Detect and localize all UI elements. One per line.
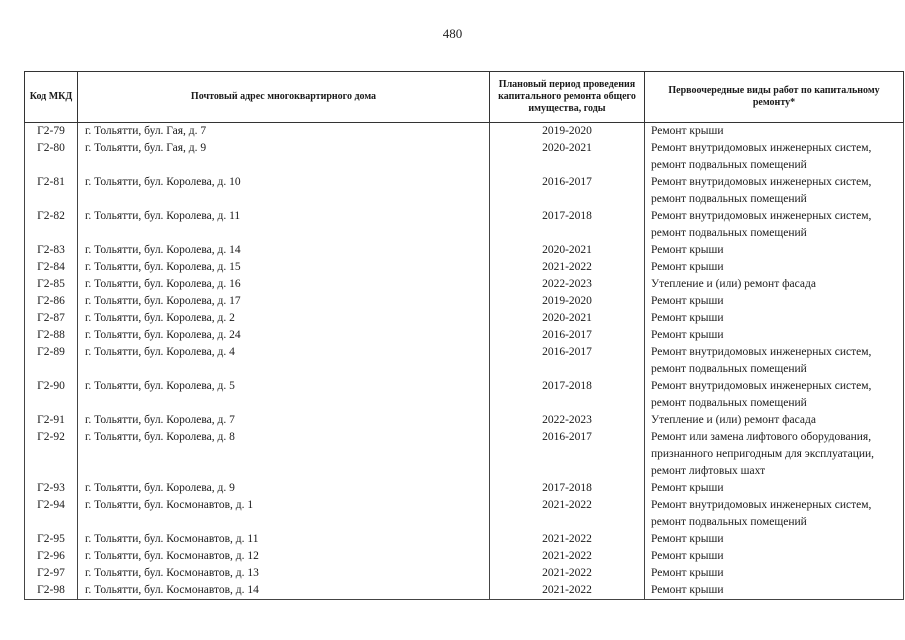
cell-address: г. Тольятти, бул. Космонавтов, д. 14 (78, 582, 490, 600)
cell-works: Ремонт крыши (645, 480, 904, 497)
cell-period: 2016-2017 (490, 429, 645, 480)
cell-address: г. Тольятти, бул. Гая, д. 7 (78, 123, 490, 141)
capital-repair-table (24, 71, 904, 600)
table-row (25, 242, 904, 259)
table-row (25, 565, 904, 582)
table-row (25, 378, 904, 412)
cell-works: Ремонт крыши (645, 548, 904, 565)
cell-period: 2020-2021 (490, 310, 645, 327)
table-row (25, 140, 904, 174)
cell-code: Г2-92 (25, 429, 78, 480)
cell-period: 2020-2021 (490, 140, 645, 174)
table-row (25, 276, 904, 293)
cell-code: Г2-83 (25, 242, 78, 259)
table-row (25, 480, 904, 497)
cell-code: Г2-80 (25, 140, 78, 174)
cell-address: г. Тольятти, бул. Королева, д. 4 (78, 344, 490, 378)
cell-works: Ремонт крыши (645, 565, 904, 582)
cell-address: г. Тольятти, бул. Королева, д. 2 (78, 310, 490, 327)
table-row (25, 497, 904, 531)
cell-works: Ремонт внутридомовых инженерных систем, ремонт подвальных помещений (645, 140, 904, 174)
header-address: Почтовый адрес многоквартирного дома (78, 72, 490, 123)
table-row (25, 259, 904, 276)
cell-works: Ремонт крыши (645, 242, 904, 259)
cell-code: Г2-79 (25, 123, 78, 141)
cell-period: 2022-2023 (490, 276, 645, 293)
table-row (25, 582, 904, 600)
table-row (25, 429, 904, 480)
cell-address: г. Тольятти, бул. Королева, д. 24 (78, 327, 490, 344)
cell-period: 2017-2018 (490, 378, 645, 412)
table-row (25, 123, 904, 141)
cell-period: 2017-2018 (490, 480, 645, 497)
cell-code: Г2-89 (25, 344, 78, 378)
cell-period: 2021-2022 (490, 259, 645, 276)
table-row (25, 327, 904, 344)
table-row (25, 293, 904, 310)
cell-address: г. Тольятти, бул. Космонавтов, д. 12 (78, 548, 490, 565)
cell-address: г. Тольятти, бул. Королева, д. 8 (78, 429, 490, 480)
cell-code: Г2-85 (25, 276, 78, 293)
cell-code: Г2-84 (25, 259, 78, 276)
cell-code: Г2-90 (25, 378, 78, 412)
cell-works: Утепление и (или) ремонт фасада (645, 276, 904, 293)
cell-code: Г2-96 (25, 548, 78, 565)
header-period: Плановый период проведения капитального ремонта общего имущества, годы (490, 72, 645, 123)
cell-works: Утепление и (или) ремонт фасада (645, 412, 904, 429)
cell-address: г. Тольятти, бул. Королева, д. 14 (78, 242, 490, 259)
cell-address: г. Тольятти, бул. Космонавтов, д. 1 (78, 497, 490, 531)
cell-code: Г2-87 (25, 310, 78, 327)
table-row (25, 531, 904, 548)
cell-period: 2021-2022 (490, 531, 645, 548)
cell-period: 2021-2022 (490, 565, 645, 582)
cell-code: Г2-86 (25, 293, 78, 310)
cell-address: г. Тольятти, бул. Гая, д. 9 (78, 140, 490, 174)
cell-address: г. Тольятти, бул. Королева, д. 5 (78, 378, 490, 412)
cell-works: Ремонт крыши (645, 531, 904, 548)
cell-address: г. Тольятти, бул. Королева, д. 16 (78, 276, 490, 293)
cell-address: г. Тольятти, бул. Королева, д. 9 (78, 480, 490, 497)
cell-period: 2021-2022 (490, 582, 645, 600)
cell-address: г. Тольятти, бул. Королева, д. 11 (78, 208, 490, 242)
cell-code: Г2-95 (25, 531, 78, 548)
cell-works: Ремонт внутридомовых инженерных систем, ремонт подвальных помещений (645, 174, 904, 208)
cell-code: Г2-98 (25, 582, 78, 600)
cell-address: г. Тольятти, бул. Космонавтов, д. 11 (78, 531, 490, 548)
cell-period: 2016-2017 (490, 327, 645, 344)
cell-address: г. Тольятти, бул. Королева, д. 10 (78, 174, 490, 208)
page-number: 480 (442, 26, 463, 41)
cell-code: Г2-88 (25, 327, 78, 344)
cell-works: Ремонт крыши (645, 293, 904, 310)
cell-period: 2022-2023 (490, 412, 645, 429)
table-row (25, 548, 904, 565)
table-row (25, 208, 904, 242)
header-code: Код МКД (25, 72, 78, 123)
table-row (25, 344, 904, 378)
table-row (25, 310, 904, 327)
cell-works: Ремонт крыши (645, 123, 904, 141)
cell-period: 2021-2022 (490, 497, 645, 531)
cell-period: 2016-2017 (490, 174, 645, 208)
cell-works: Ремонт внутридомовых инженерных систем, ремонт подвальных помещений (645, 208, 904, 242)
cell-address: г. Тольятти, бул. Космонавтов, д. 13 (78, 565, 490, 582)
cell-address: г. Тольятти, бул. Королева, д. 15 (78, 259, 490, 276)
cell-works: Ремонт внутридомовых инженерных систем, ремонт подвальных помещений (645, 378, 904, 412)
cell-code: Г2-93 (25, 480, 78, 497)
cell-works: Ремонт крыши (645, 327, 904, 344)
table-header (25, 72, 904, 123)
cell-works: Ремонт крыши (645, 582, 904, 600)
cell-works: Ремонт внутридомовых инженерных систем, ремонт подвальных помещений (645, 344, 904, 378)
cell-period: 2019-2020 (490, 123, 645, 141)
cell-period: 2019-2020 (490, 293, 645, 310)
cell-works: Ремонт крыши (645, 310, 904, 327)
cell-works: Ремонт крыши (645, 259, 904, 276)
header-works: Первоочередные виды работ по капитальному ремонту* (645, 72, 904, 123)
cell-code: Г2-91 (25, 412, 78, 429)
cell-period: 2017-2018 (490, 208, 645, 242)
cell-period: 2020-2021 (490, 242, 645, 259)
table-body (25, 123, 904, 600)
cell-address: г. Тольятти, бул. Королева, д. 7 (78, 412, 490, 429)
cell-works: Ремонт внутридомовых инженерных систем, ремонт подвальных помещений (645, 497, 904, 531)
header-row (25, 72, 904, 123)
cell-code: Г2-81 (25, 174, 78, 208)
cell-period: 2016-2017 (490, 344, 645, 378)
cell-code: Г2-97 (25, 565, 78, 582)
cell-address: г. Тольятти, бул. Королева, д. 17 (78, 293, 490, 310)
cell-period: 2021-2022 (490, 548, 645, 565)
cell-code: Г2-82 (25, 208, 78, 242)
cell-works: Ремонт или замена лифтового оборудования, признанного непригодным для эксплуатации, ремонт лифтовых шахт (645, 429, 904, 480)
table-row (25, 174, 904, 208)
table-row (25, 412, 904, 429)
cell-code: Г2-94 (25, 497, 78, 531)
